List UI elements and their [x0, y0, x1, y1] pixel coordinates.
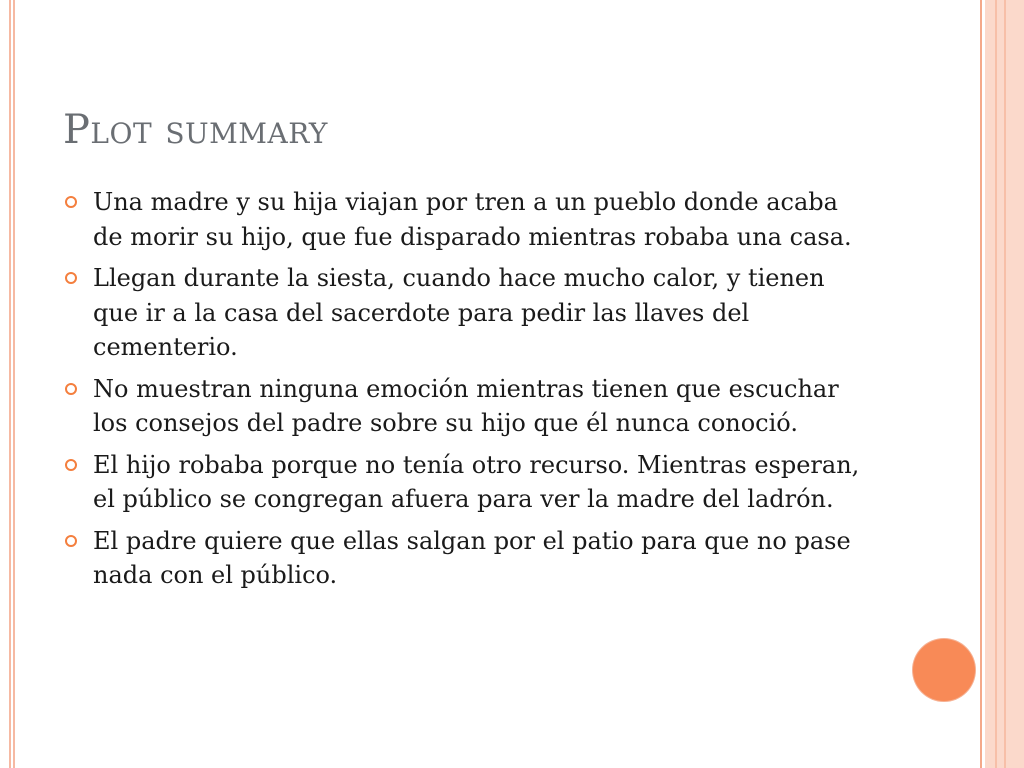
left-border-line-inner — [13, 0, 15, 768]
bullet-text: Llegan durante la siesta, cuando hace mucho calor, y tienen que ir a la casa del sacerdote para pedir las llaves del cementerio. — [93, 264, 825, 361]
decorative-circle-icon — [913, 639, 975, 701]
bullet-list — [63, 185, 873, 600]
right-border-line-2 — [995, 0, 997, 768]
bullet-item — [63, 372, 873, 441]
bullet-item — [63, 448, 873, 517]
right-border-line-1 — [980, 0, 982, 768]
slide-title: Plot summary — [63, 107, 328, 153]
bullet-text: El hijo robaba porque no tenía otro recurso. Mientras esperan, el público se congregan afuera para ver la madre del ladrón. — [93, 450, 860, 513]
bullet-text: No muestran ninguna emoción mientras tienen que escuchar los consejos del padre sobre su hijo que él nunca conoció. — [93, 374, 839, 437]
circle-bullet-icon — [65, 459, 77, 471]
left-border-line — [9, 0, 11, 768]
bullet-text: Una madre y su hija viajan por tren a un pueblo donde acaba de morir su hijo, que fue disparado mientras robaba una casa. — [93, 188, 852, 251]
bullet-item — [63, 261, 873, 365]
bullet-item — [63, 185, 873, 254]
right-border-line-3 — [1004, 0, 1006, 768]
bullet-text: El padre quiere que ellas salgan por el patio para que no pase nada con el público. — [93, 526, 851, 589]
circle-bullet-icon — [65, 535, 77, 547]
circle-bullet-icon — [65, 272, 77, 284]
bullet-item — [63, 524, 873, 593]
circle-bullet-icon — [65, 196, 77, 208]
circle-bullet-icon — [65, 383, 77, 395]
